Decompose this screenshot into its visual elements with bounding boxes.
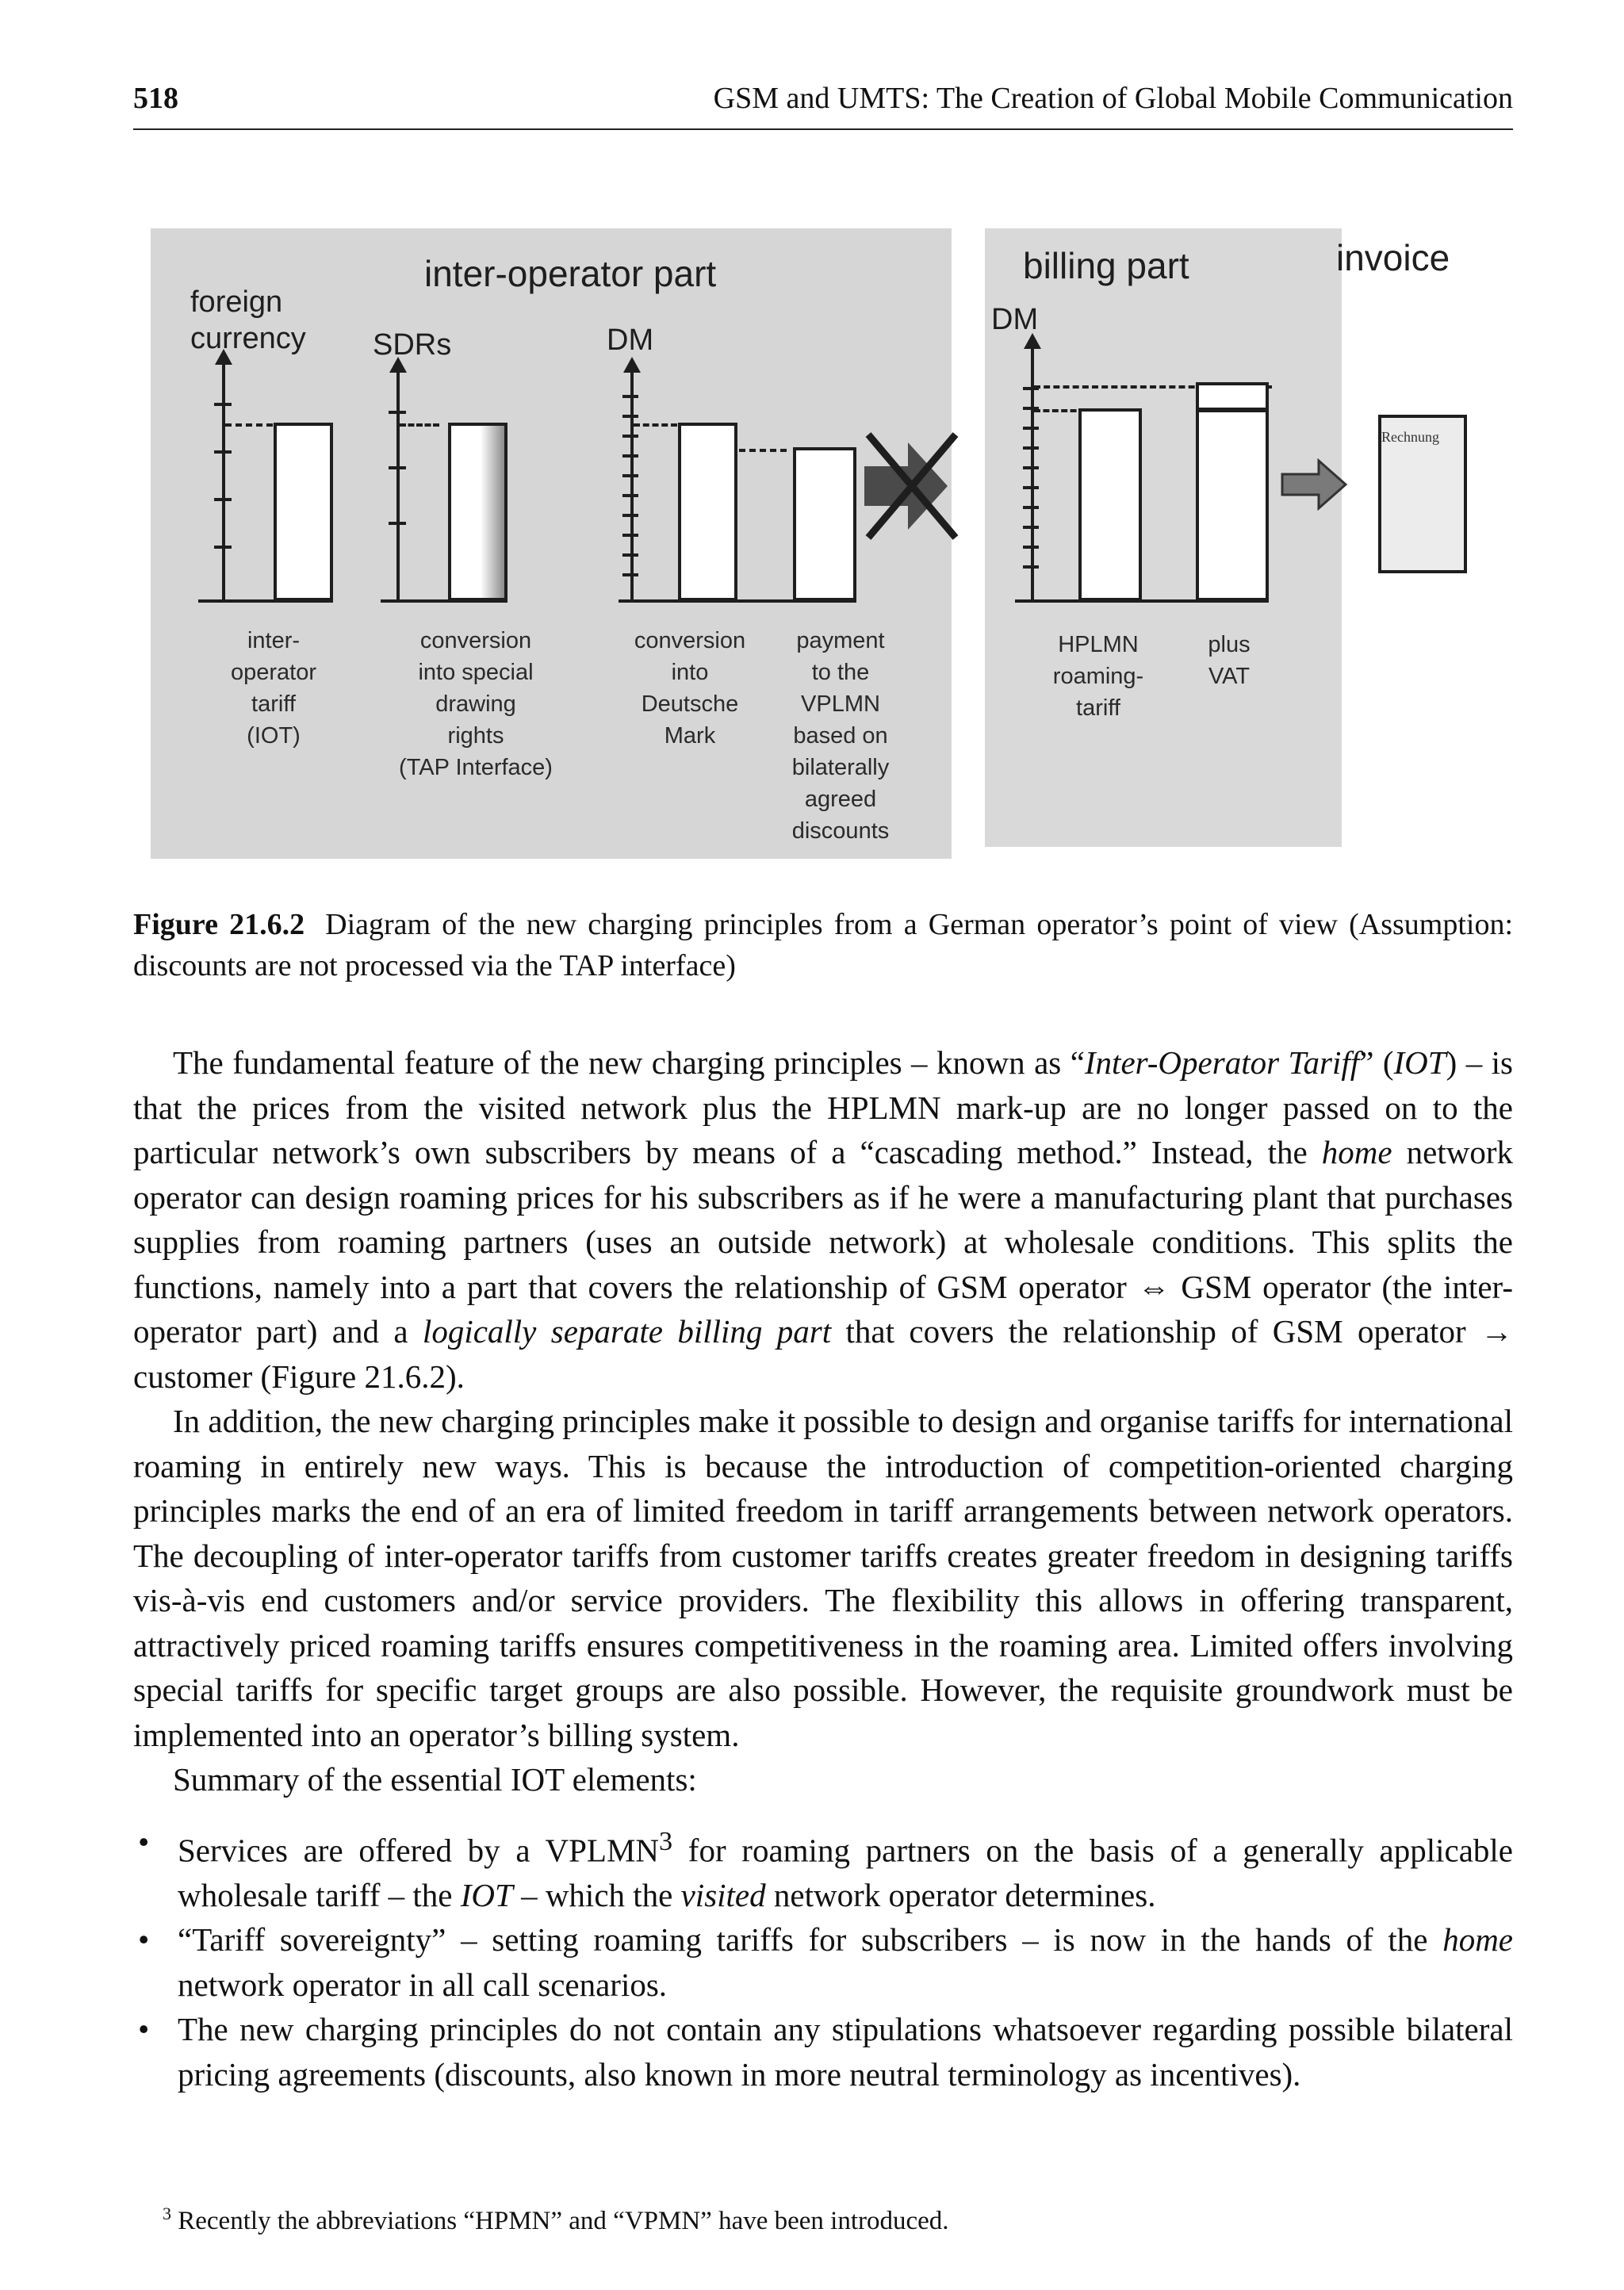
tick — [622, 415, 638, 418]
level-dash — [400, 423, 439, 427]
tick — [1023, 466, 1039, 469]
crossed-arrow-icon — [860, 431, 963, 542]
tick — [1023, 506, 1039, 509]
caption-text: Diagram of the new charging principles from a German operator’s point of view (Assumption: discounts are not processed via the TAP interface) — [133, 908, 1513, 982]
vat-bar — [1196, 409, 1269, 601]
running-header — [133, 79, 1513, 130]
list-item: • The new charging principles do not contain any stipulations whatsoever regarding possible bilateral pricing agreements (discounts, also known in more neutral terminology as incentives). — [138, 2011, 1513, 2093]
body-text — [133, 1040, 1513, 2097]
tick — [389, 466, 406, 469]
paragraph-1: The fundamental feature of the new charging principles – known as “Inter-Operator Tariff” (IOT) – is that the prices from the visited network plus the HPLMN mark-up are no longer passed on to the particular network’s own subscribers by means of a “cascading method.” Instead, the home network operator can design roaming prices for his subscribers as if he were a manufacturing plant that purchases supplies from roaming partners (uses an outside network) at wholesale conditions. This splits the functions, namely into a part that covers the relationship of GSM operator ⇔ GSM operator (the inter-operator part) and a logically separate billing part that covers the relationship of GSM operator → customer (Figure 21.6.2). — [133, 1044, 1513, 1395]
tick — [214, 546, 232, 549]
tick — [1023, 486, 1039, 489]
tick — [389, 411, 406, 414]
label-conversion-dm: conversion into Deutsche Mark — [634, 628, 746, 749]
inter-operator-title: inter-operator part — [424, 253, 717, 294]
footnote — [163, 2196, 949, 2238]
baseline — [1015, 599, 1269, 603]
label-conversion-sdr: conversion into special drawing rights (TAP Interface) — [399, 628, 553, 780]
label-payment: payment to the VPLMN based on bilaterally agreed discounts — [791, 628, 890, 844]
sdrs-label: SDRs — [373, 328, 452, 362]
level-dash — [225, 423, 273, 427]
tick — [389, 522, 406, 525]
list-item: • Services are offered by a VPLMN$^3$ for roaming partners on the basis of a generally applicable wholesale tariff – the IOT – which the visited network operator determines. — [138, 1823, 1513, 1913]
hplmn-bar — [1078, 408, 1142, 601]
tick — [1023, 446, 1039, 450]
tick — [622, 454, 638, 458]
billing-title: billing part — [1023, 245, 1189, 286]
tick — [1023, 526, 1039, 529]
paragraph-2: In addition, the new charging principles make it possible to design and organise tariffs for international roaming in entirely new ways. This is because the introduction of competition-oriented charging principles marks the end of an era of limited freedom in tariff arrangements between network operators. The decoupling of inter-operator tariffs from customer tariffs creates greater freedom in designing tariffs vis-à-vis end customers and/or service providers. The flexibility this allows in offering transparent, attractively priced roaming tariffs ensures competitiveness in the roaming area. Limited offers involving special tariffs for specific target groups are also possible. However, the requisite groundwork must be implemented into an operator’s billing system. — [133, 1403, 1513, 1753]
sdr-bar — [448, 423, 508, 601]
tick — [214, 403, 232, 406]
label-vat: plus VAT — [1208, 632, 1251, 689]
payment-bar — [793, 447, 856, 601]
iot-elements-list — [133, 1820, 1513, 2097]
axis-dm-left — [630, 371, 634, 601]
invoice-document — [1378, 415, 1467, 573]
arrow-right-icon — [1281, 458, 1348, 511]
tick — [622, 395, 638, 398]
footnote-text: Recently the abbreviations “HPMN” and “VPMN” have been introduced. — [178, 2207, 949, 2235]
iot-bar — [274, 423, 333, 601]
tick — [1023, 546, 1039, 549]
tick — [1023, 565, 1039, 569]
baseline — [198, 599, 333, 603]
discount-dash — [739, 449, 787, 452]
level-dash — [634, 423, 677, 427]
tick — [1023, 427, 1039, 430]
dm-bar — [678, 423, 737, 601]
tick — [622, 494, 638, 497]
label-hplmn: HPLMN roaming- tariff — [1052, 632, 1144, 721]
axis-foreign-currency — [222, 363, 225, 601]
baseline — [381, 599, 508, 603]
baseline — [619, 599, 856, 603]
tick — [214, 450, 232, 454]
list-item: • “Tariff sovereignty” – setting roaming tariffs for subscribers – is now in the hands of the home network operator in all call scenarios. — [138, 1921, 1513, 2003]
tick — [622, 573, 638, 576]
tick — [214, 498, 232, 501]
footnote-marker: 3 — [163, 2204, 171, 2223]
tick — [622, 435, 638, 438]
figure-caption — [133, 904, 1513, 986]
label-iot: inter- operator tariff (IOT) — [230, 628, 316, 749]
dm-label-right: DM — [991, 303, 1039, 336]
caption-label: Figure 21.6.2 — [133, 908, 305, 941]
dm-label-left: DM — [607, 324, 654, 357]
page-number: 518 — [133, 82, 178, 115]
tick — [622, 474, 638, 477]
tick — [622, 553, 638, 557]
paragraph-3: Summary of the essential IOT elements: — [173, 1761, 697, 1798]
invoice-document-label: Rechnung — [1381, 429, 1439, 445]
axis-sdrs — [396, 371, 400, 601]
foreign-currency-label: foreign currency — [190, 285, 306, 355]
invoice-title: invoice — [1336, 237, 1450, 278]
running-title: GSM and UMTS: The Creation of Global Mobile Communication — [713, 82, 1513, 115]
vat-top-bar — [1196, 382, 1269, 411]
tick — [622, 534, 638, 537]
billing-panel — [985, 228, 1342, 847]
tick — [622, 514, 638, 517]
charging-principles-figure — [151, 228, 1491, 863]
